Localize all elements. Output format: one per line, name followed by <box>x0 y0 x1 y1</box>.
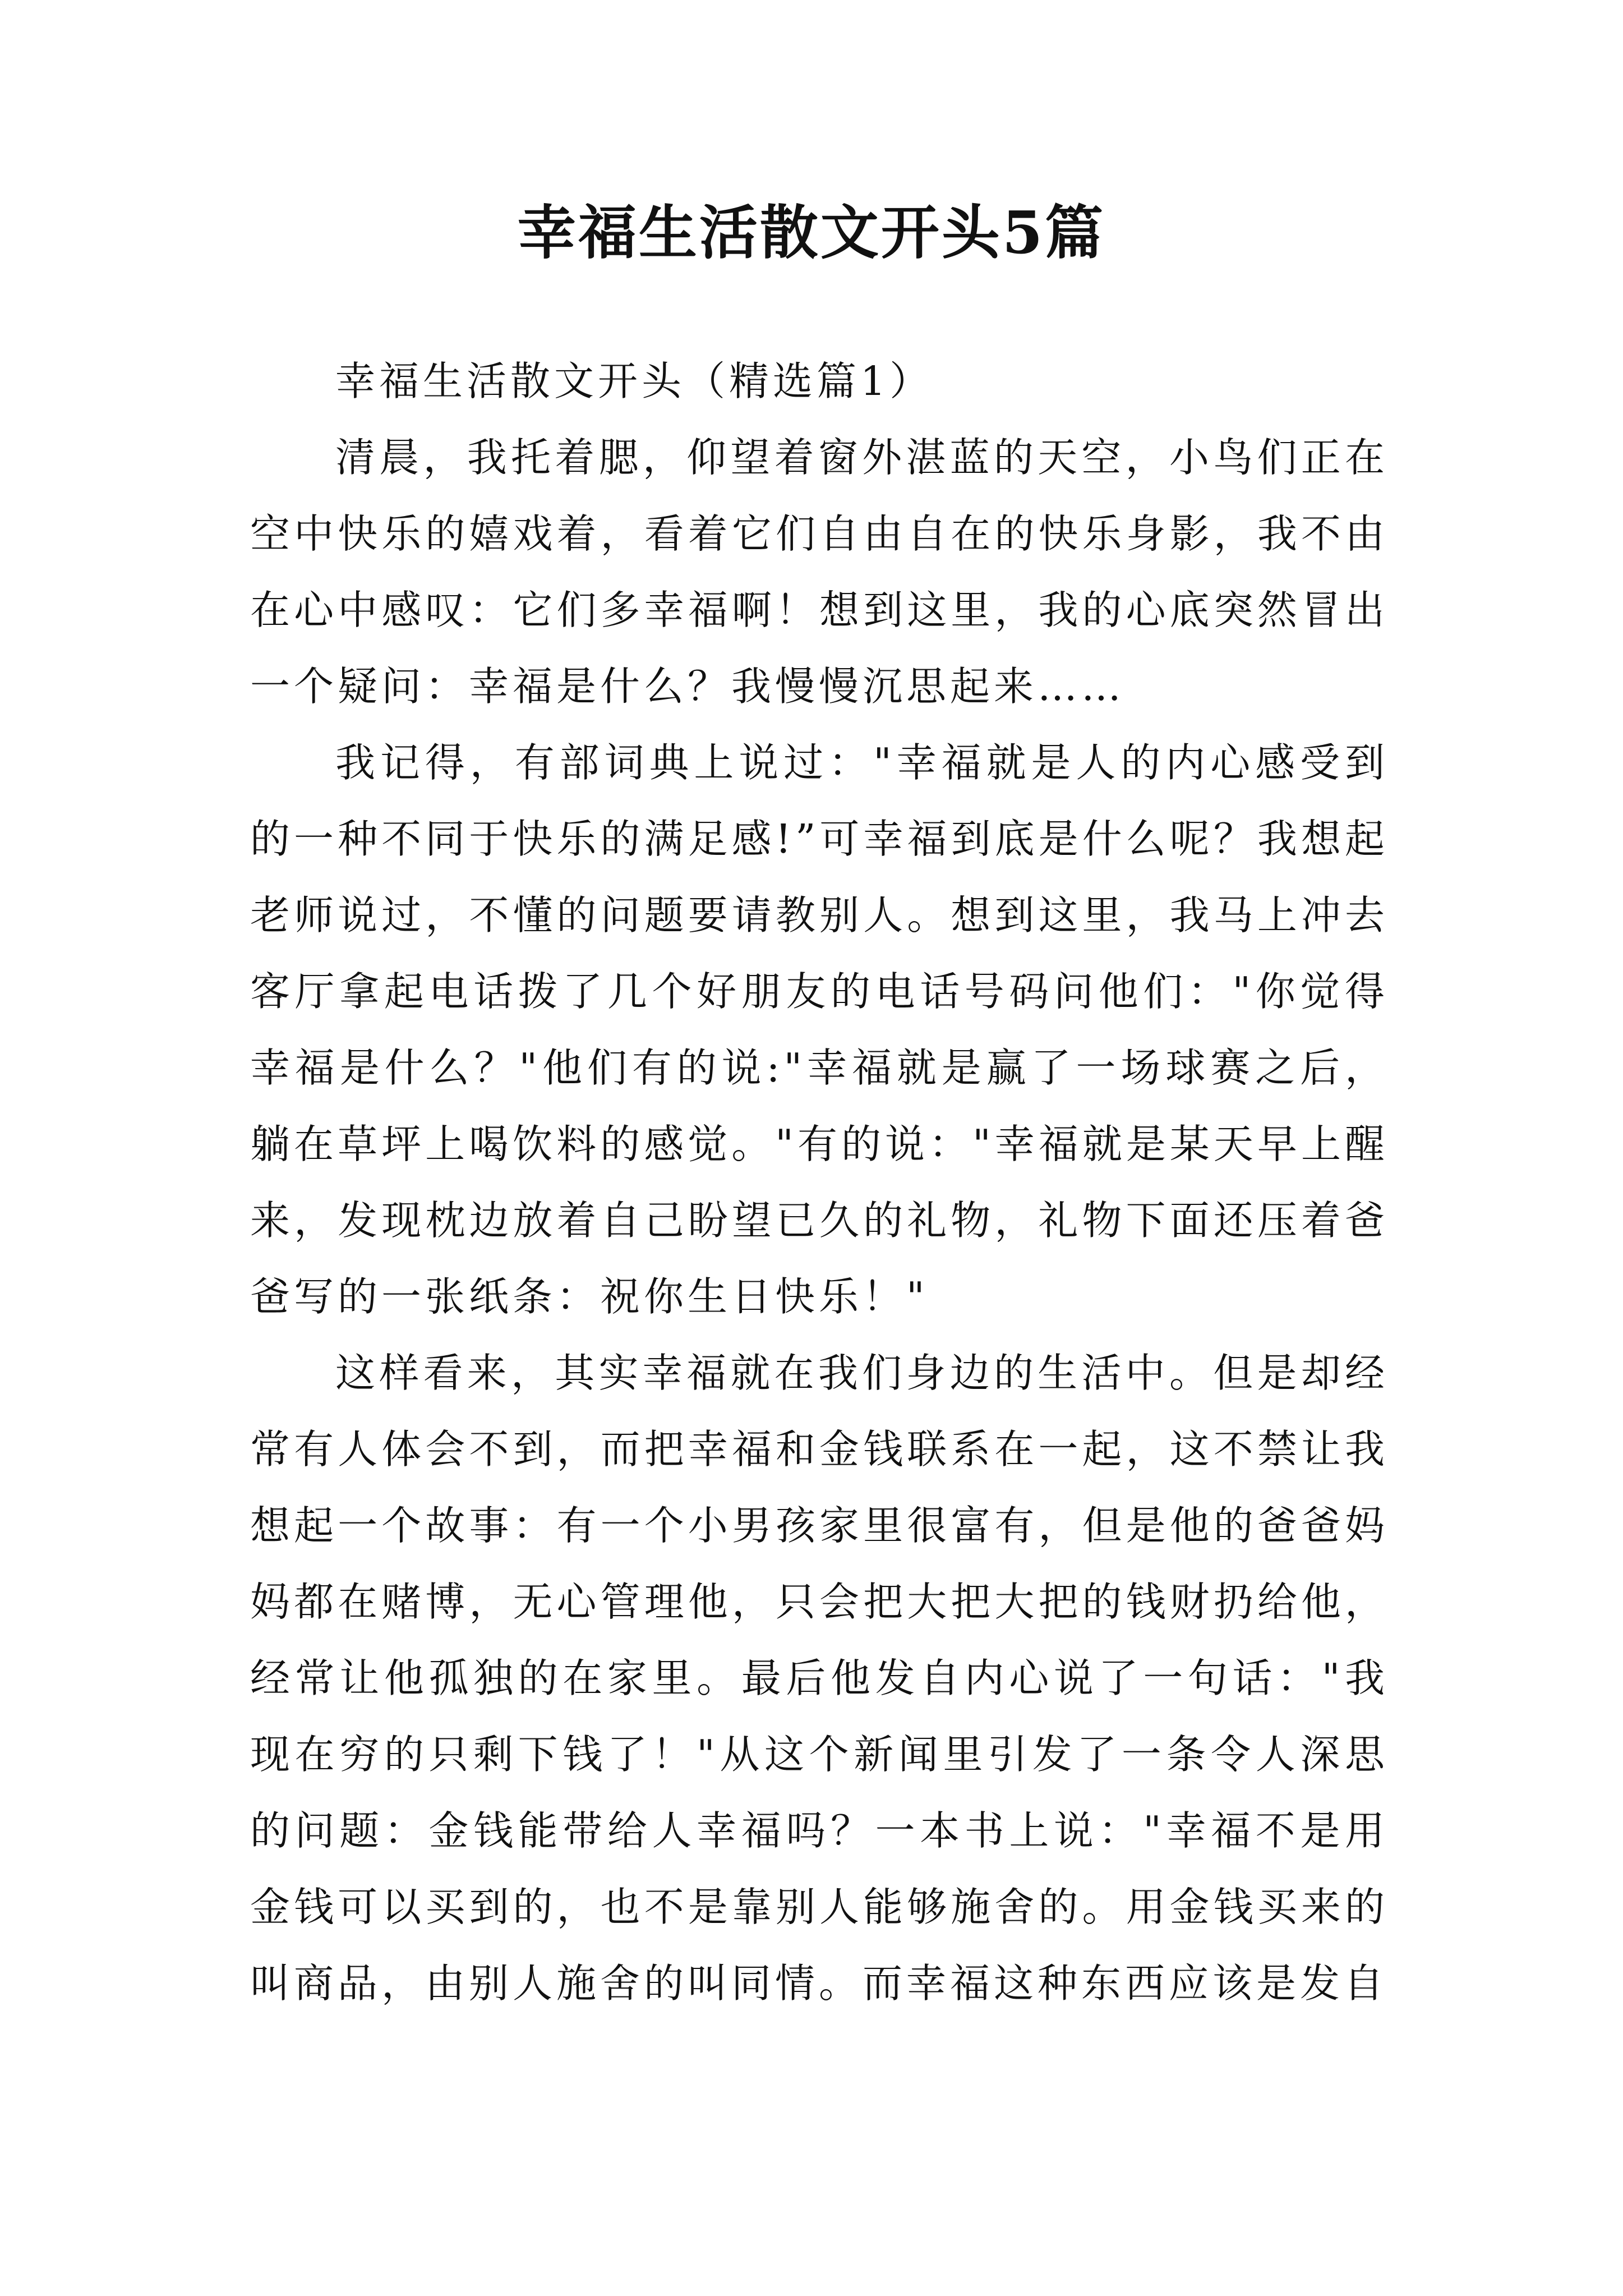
document-body <box>250 343 1389 2022</box>
section-heading: 幸福生活散文开头（精选篇1） <box>335 358 934 404</box>
document-title: 幸福生活散文开头5篇 <box>517 198 1106 267</box>
paragraph: 清晨，我托着腮，仰望着窗外湛蓝的天空，小鸟们正在空中快乐的嬉戏着，看着它们自由自在的快乐身影，我不由在心中感叹：它们多幸福啊！想到这里，我的心底突然冒出一个疑问：幸福是什么？我慢慢沉思起来…… <box>250 434 1389 710</box>
paragraph: 我记得，有部词典上说过："幸福就是人的内心感受到的一种不同于快乐的满足感!”可幸福到底是什么呢？我想起老师说过，不懂的问题要请教别人。想到这里，我马上冲去客厅拿起电话拨了几个好朋友的电话号码问他们："你觉得幸福是什么？"他们有的说:"幸福就是赢了一场球赛之后，躺在草坪上喝饮料的感觉。"有的说："幸福就是某天早上醒来，发现枕边放着自己盼望已久的礼物，礼物下面还压着爸爸写的一张纸条：祝你生日快乐！" <box>250 739 1389 1320</box>
paragraph: 这样看来，其实幸福就在我们身边的生活中。但是却经常有人体会不到，而把幸福和金钱联系在一起，这不禁让我想起一个故事：有一个小男孩家里很富有，但是他的爸爸妈妈都在赌博，无心管理他，只会把大把大把的钱财扔给他，经常让他孤独的在家里。最后他发自内心说了一句话："我现在穷的只剩下钱了！"从这个新闻里引发了一条令人深思的问题：金钱能带给人幸福吗？一本书上说："幸福不是用金钱可以买到的，也不是靠别人能够施舍的。用金钱买来的叫商品，由别人施舍的叫同情。而幸福这种东西应该是发自 <box>250 1350 1389 2007</box>
